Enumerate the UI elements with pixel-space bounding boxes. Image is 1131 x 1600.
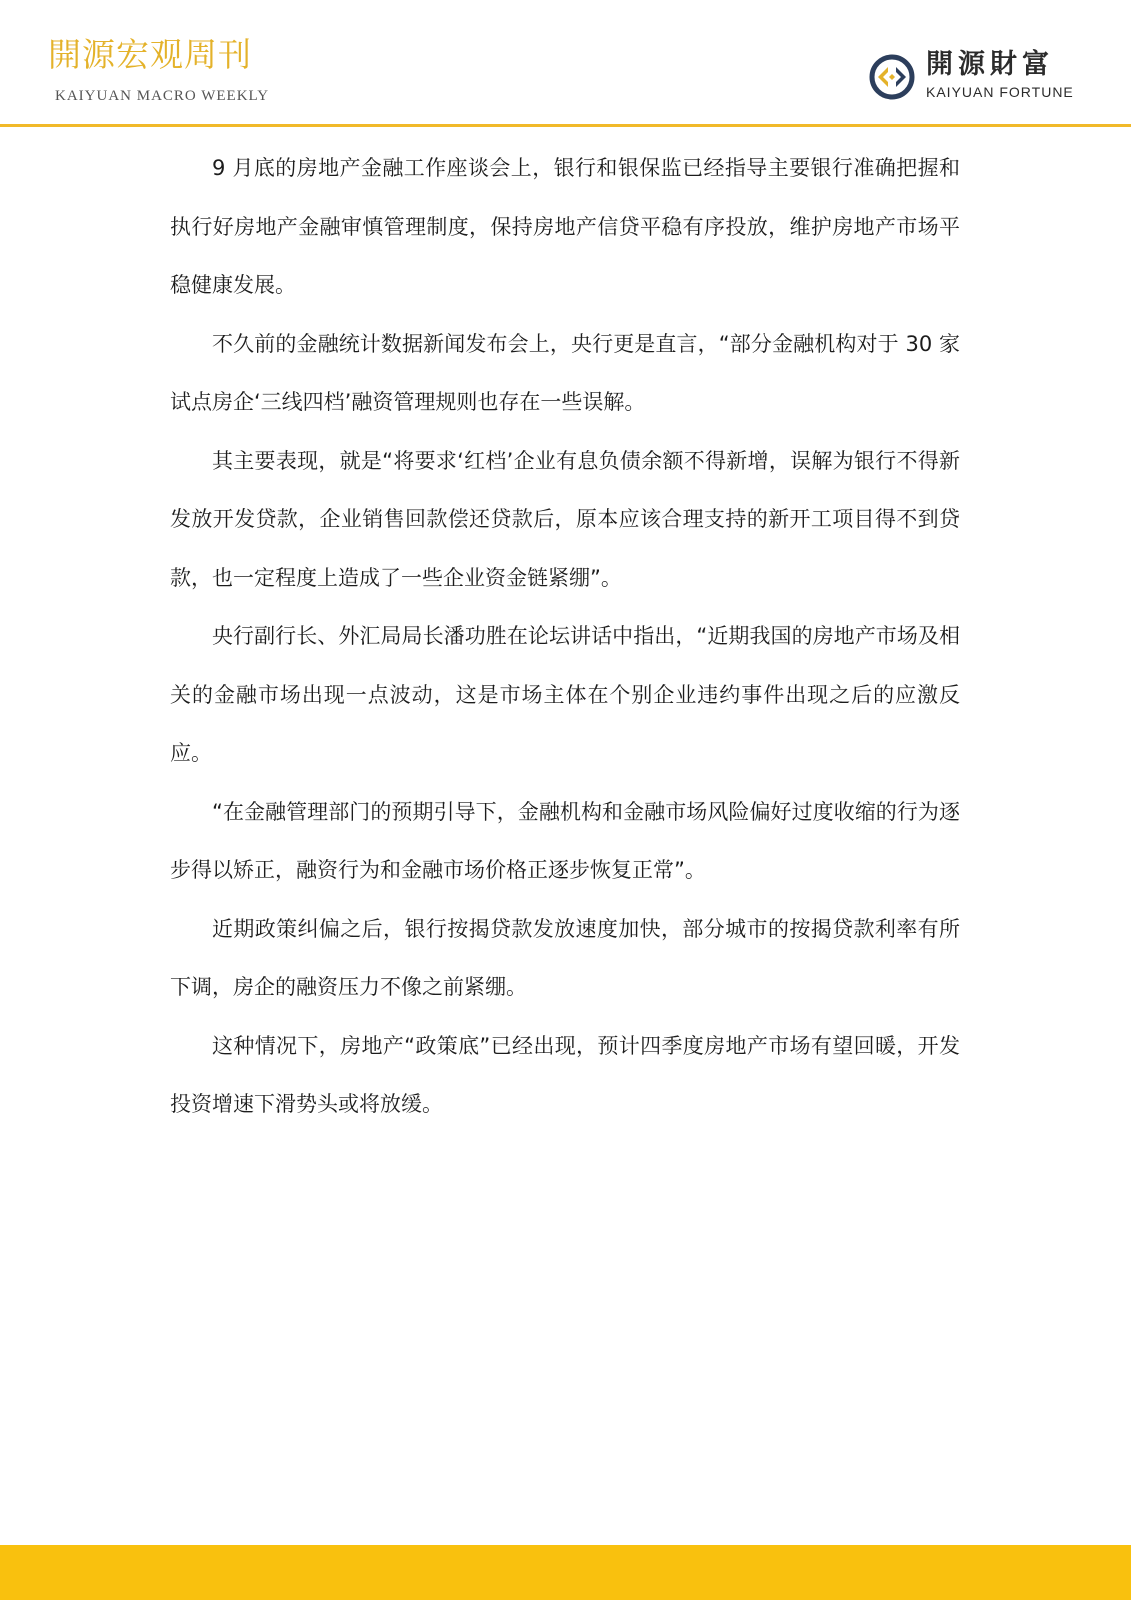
paragraph: 其主要表现，就是“将要求‘红档’企业有息负债余额不得新增，误解为银行不得新发放开发贷款，企业销售回款偿还贷款后，原本应该合理支持的新开工项目得不到贷款，也一定程度上造成了一些企业资金链紧绷”。 (170, 448, 960, 590)
header-divider (0, 124, 1131, 127)
paragraph: 这种情况下，房地产“政策底”已经出现，预计四季度房地产市场有望回暖，开发投资增速下滑势头或将放缓。 (170, 1033, 960, 1116)
paragraph: 9 月底的房地产金融工作座谈会上，银行和银保监已经指导主要银行准确把握和执行好房地产金融审慎管理制度，保持房地产信贷平稳有序投放，维护房地产市场平稳健康发展。 (170, 156, 960, 297)
paragraph: 央行副行长、外汇局局长潘功胜在论坛讲话中指出，“近期我国的房地产市场及相关的金融市场出现一点波动，这是市场主体在个别企业违约事件出现之后的应激反应。 (170, 624, 960, 765)
page-header (0, 0, 1131, 126)
publication-title: 開源宏观周刊 (48, 35, 252, 74)
footer-band (0, 1545, 1131, 1600)
publication-subtitle: KAIYUAN MACRO WEEKLY (55, 88, 270, 104)
kaiyuan-logo-icon (868, 53, 916, 101)
brand-name-english: KAIYUAN FORTUNE (926, 84, 1074, 100)
paragraph: 近期政策纠偏之后，银行按揭贷款发放速度加快，部分城市的按揭贷款利率有所下调，房企的融资压力不像之前紧绷。 (170, 916, 960, 999)
brand-block (868, 50, 1088, 106)
brand-name-chinese: 開源財富 (926, 49, 1054, 80)
paragraph: “在金融管理部门的预期引导下，金融机构和金融市场风险偏好过度收缩的行为逐步得以矫正，融资行为和金融市场价格正逐步恢复正常”。 (170, 799, 960, 882)
article-body (170, 139, 960, 1134)
paragraph: 不久前的金融统计数据新闻发布会上，央行更是直言，“部分金融机构对于 30 家试点房企‘三线四档’融资管理规则也存在一些误解。 (170, 331, 960, 414)
